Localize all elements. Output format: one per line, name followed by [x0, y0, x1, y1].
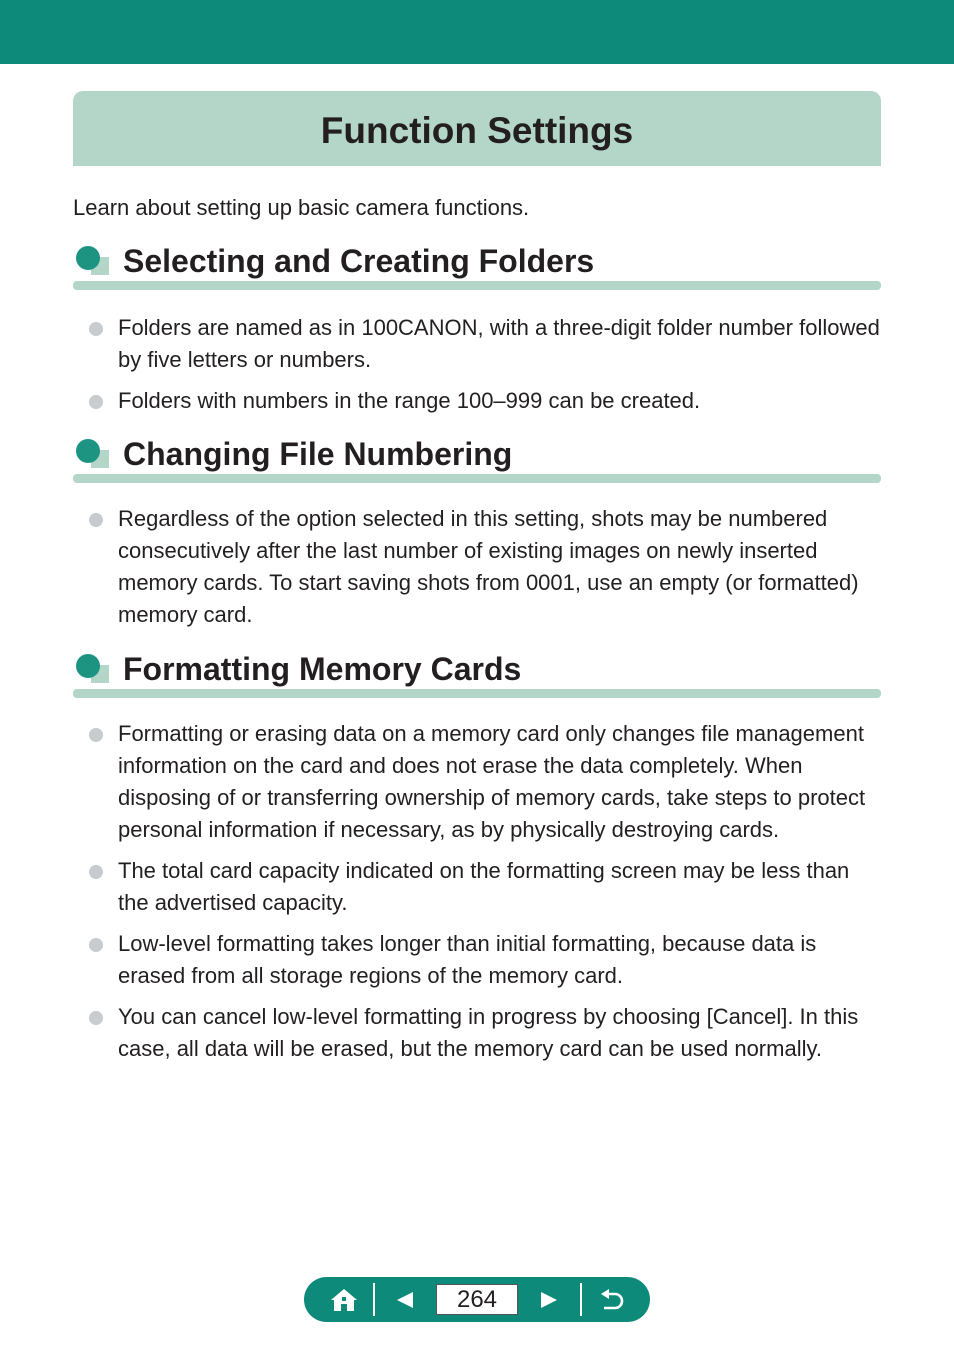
nav-divider: [373, 1283, 375, 1316]
previous-page-button[interactable]: [384, 1277, 426, 1322]
list-item-text: The total card capacity indicated on the formatting screen may be less than the advertised capacity.: [118, 858, 850, 915]
section-marker-icon: [75, 438, 111, 470]
section-heading: [73, 241, 881, 289]
section-rule: [73, 474, 881, 483]
bullet-icon: [89, 395, 103, 409]
bullet-icon: [89, 728, 103, 742]
section-heading: [73, 434, 881, 482]
list-item-text: Regardless of the option selected in this setting, shots may be numbered consecutively after the last number of existing images on newly inserted memory cards. To start saving shots from 0001, use an empty (or formatted) memory card.: [118, 506, 859, 627]
page-navigation-bar: [304, 1277, 650, 1322]
list-item: [73, 718, 881, 846]
section-rule: [73, 281, 881, 290]
list-item-text: Folders with numbers in the range 100–999 can be created.: [118, 388, 701, 413]
nav-divider: [580, 1283, 582, 1316]
bullet-list: [73, 503, 881, 631]
list-item: [73, 312, 881, 376]
top-bar: [0, 0, 954, 64]
section-heading: [73, 649, 881, 697]
home-button[interactable]: [322, 1277, 366, 1322]
section-folders: [73, 241, 881, 426]
list-item-text: Low-level formatting takes longer than initial formatting, because data is erased from all storage regions of the memory card.: [118, 931, 817, 988]
section-rule: [73, 689, 881, 698]
section-title: Formatting Memory Cards: [123, 651, 522, 687]
section-title: Selecting and Creating Folders: [123, 243, 595, 279]
bullet-list: [73, 718, 881, 1065]
list-item: [73, 503, 881, 631]
list-item: [73, 1001, 881, 1065]
page-title-banner: [73, 91, 881, 166]
intro-text: Learn about setting up basic camera functions.: [73, 195, 530, 220]
return-icon: [598, 1288, 626, 1312]
bullet-icon: [89, 1011, 103, 1025]
next-arrow-icon: [539, 1290, 559, 1310]
list-item: [73, 928, 881, 992]
page-number: 264: [436, 1284, 518, 1315]
list-item: [73, 855, 881, 919]
page-title: Function Settings: [320, 109, 634, 151]
home-icon: [330, 1287, 358, 1313]
section-file-numbering: [73, 434, 881, 640]
section-marker-icon: [75, 653, 111, 685]
section-marker-icon: [75, 245, 111, 277]
bullet-list: [73, 312, 881, 417]
list-item: [73, 385, 881, 417]
section-title: Changing File Numbering: [123, 436, 513, 472]
list-item-text: Folders are named as in 100CANON, with a three-digit folder number followed by five letters or numbers.: [118, 315, 880, 372]
section-formatting: [73, 649, 881, 1074]
bullet-icon: [89, 322, 103, 336]
return-button[interactable]: [590, 1277, 634, 1322]
next-page-button[interactable]: [528, 1277, 570, 1322]
list-item-text: Formatting or erasing data on a memory card only changes file management information on the card and does not erase the data completely. When disposing of or transferring ownership of memory cards, take steps to protect personal information if necessary, as by physically destroying cards.: [118, 721, 866, 842]
bullet-icon: [89, 865, 103, 879]
bullet-icon: [89, 513, 103, 527]
list-item-text: You can cancel low-level formatting in progress by choosing [Cancel]. In this case, all data will be erased, but the memory card can be used normally.: [118, 1004, 859, 1061]
bullet-icon: [89, 938, 103, 952]
prev-arrow-icon: [395, 1290, 415, 1310]
